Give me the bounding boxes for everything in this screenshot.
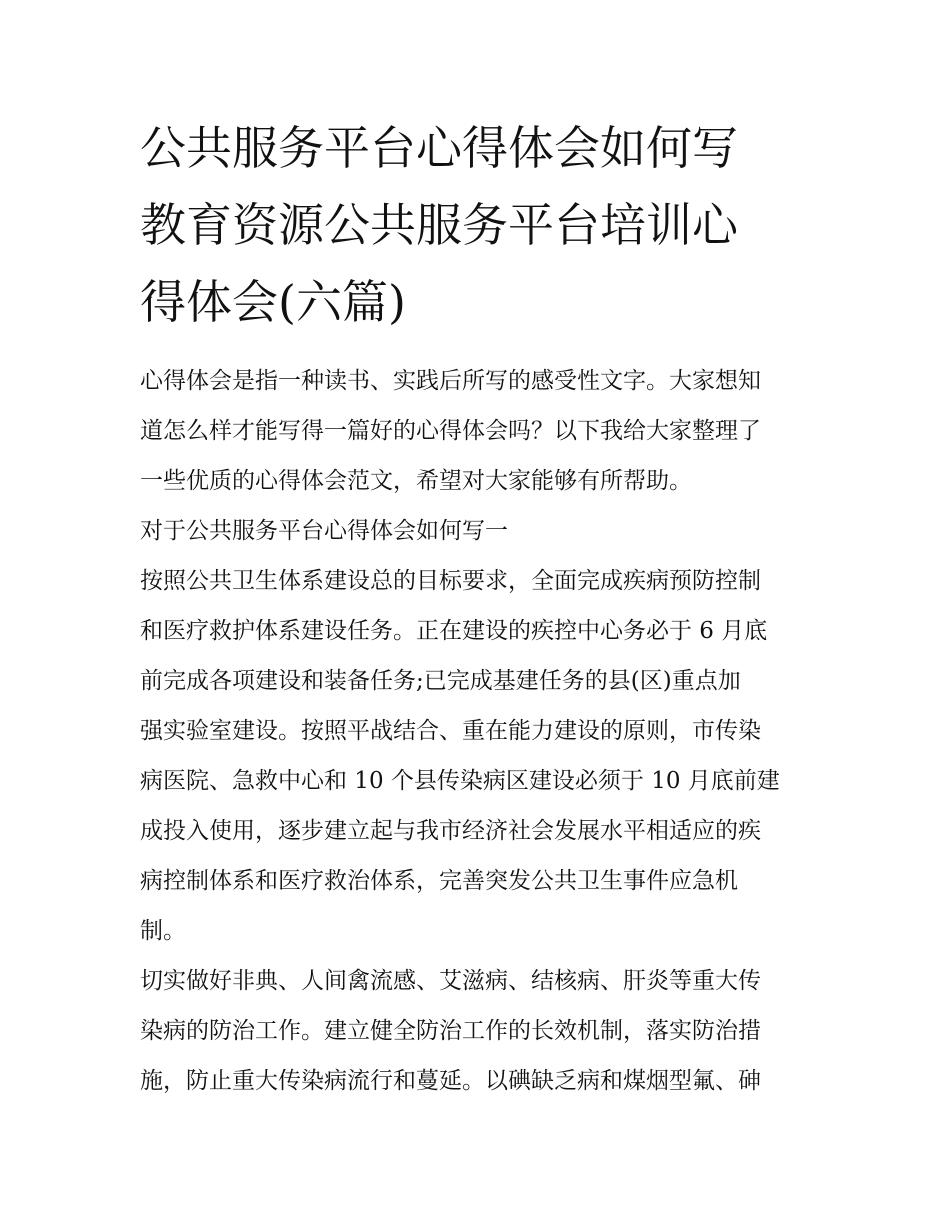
paragraph-line: 道怎么样才能写得一篇好的心得体会吗？以下我给大家整理了 [140, 418, 761, 444]
paragraph-line: 染病的防治工作。建立健全防治工作的长效机制，落实防治措 [140, 1018, 761, 1044]
paragraph-line: 按照公共卫生体系建设总的目标要求，全面完成疾病预防控制 [140, 568, 761, 594]
document-title [140, 110, 820, 341]
paragraph-line: 切实做好非典、人间禽流感、艾滋病、结核病、肝炎等重大传 [140, 968, 761, 994]
title-line-3: 得体会(六篇) [140, 275, 406, 329]
paragraph-disease-prevention [140, 956, 820, 1106]
title-line-1: 公共服务平台心得体会如何写 [140, 121, 738, 175]
section-heading-text: 对于公共服务平台心得体会如何写一 [140, 518, 508, 544]
paragraph-line: 病控制体系和医疗救治体系，完善突发公共卫生事件应急机 [140, 868, 738, 894]
paragraph-public-health [140, 556, 820, 956]
paragraph-line: 病医院、急救中心和 10 个县传染病区建设必须于 10 月底前建 [140, 768, 780, 794]
paragraph-line: 一些优质的心得体会范文，希望对大家能够有所帮助。 [140, 468, 692, 494]
paragraph-line: 强实验室建设。按照平战结合、重在能力建设的原则，市传染 [140, 718, 761, 744]
paragraph-line: 前完成各项建设和装备任务;已完成基建任务的县(区)重点加 [140, 668, 741, 694]
section-heading [140, 506, 820, 556]
paragraph-line: 施，防止重大传染病流行和蔓延。以碘缺乏病和煤烟型氟、砷 [140, 1068, 761, 1094]
title-line-2: 教育资源公共服务平台培训心 [140, 198, 738, 252]
paragraph-line: 和医疗救护体系建设任务。正在建设的疾控中心务必于 6 月底 [140, 618, 768, 644]
paragraph-intro [140, 356, 820, 506]
paragraph-line: 心得体会是指一种读书、实践后所写的感受性文字。大家想知 [140, 368, 761, 394]
paragraph-line: 制。 [140, 918, 186, 944]
paragraph-line: 成投入使用，逐步建立起与我市经济社会发展水平相适应的疾 [140, 818, 761, 844]
document-body [140, 356, 820, 1106]
